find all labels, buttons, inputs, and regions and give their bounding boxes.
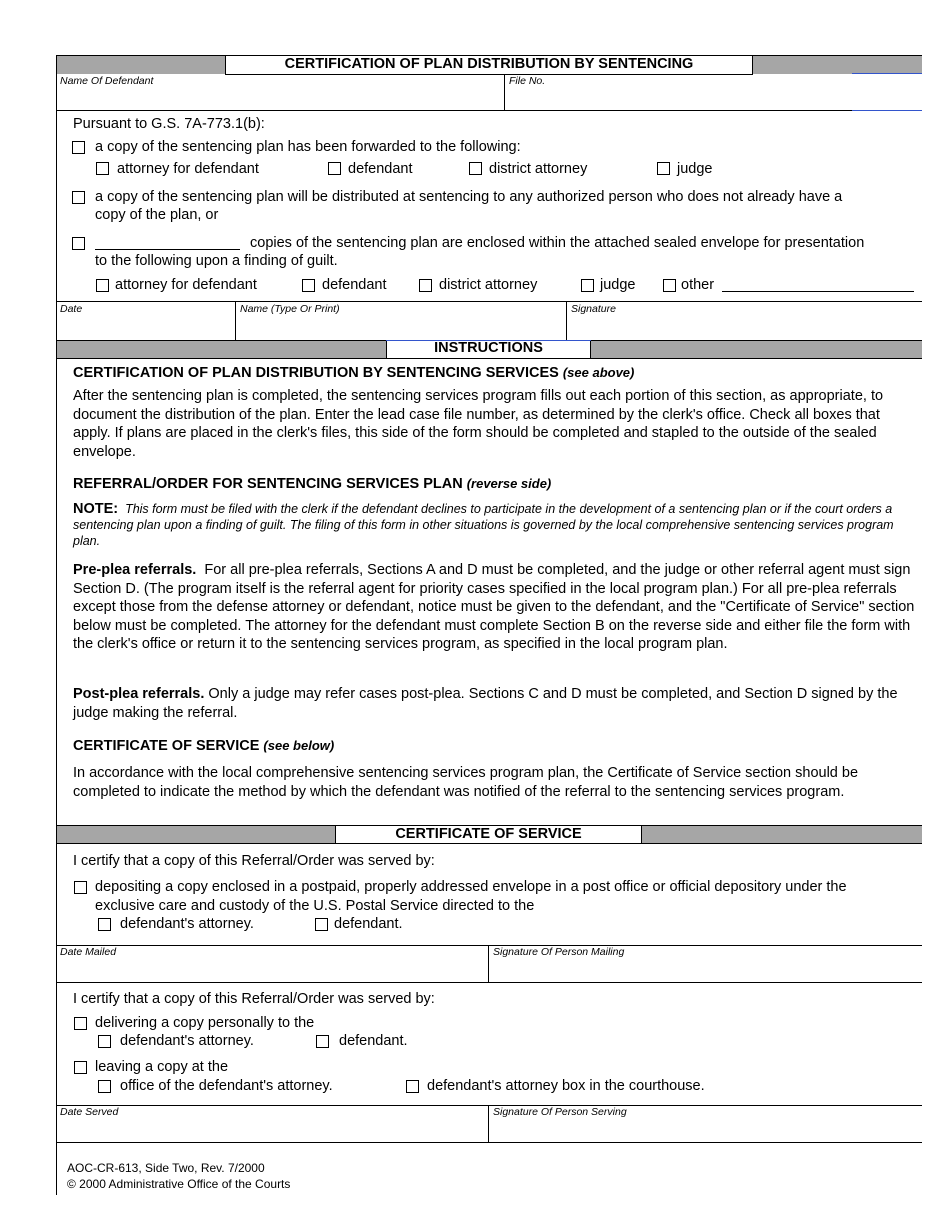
certify-text-1: I certify that a copy of this Referral/Order was served by:	[73, 853, 435, 869]
instr-preplea: Pre-plea referrals. For all pre-plea referrals, Sections A and D must be completed, and the judge or other referral agent must sign Section D. (The program itself is the referral agent for priority cases specified in the local program plan.) For all pre-plea referrals except those from the defense attorney or defendant, notice must be given to the defendant, and the "Certificate of Service" section below must be completed. The attorney for the defendant must complete Section B on the reverse side and either file the form with the clerk's office or return it to the sentencing services program, as specified in the local program plan.	[73, 562, 915, 652]
mail-defendant-label: defendant.	[334, 916, 403, 932]
enc-other-label: other	[681, 277, 715, 293]
deliver-checkbox[interactable]	[74, 1017, 87, 1030]
deliver-attorney-label: defendant's attorney.	[120, 1033, 254, 1049]
instr-cos-body: In accordance with the local comprehensive sentencing services program plan, the Certificate of Service section should be completed to indicate the method by which the defendant was notified of the referral to the sentencing services program.	[73, 765, 859, 800]
instr-cert-heading: CERTIFICATION OF PLAN DISTRIBUTION BY SENTENCING SERVICES (see above)	[73, 365, 635, 381]
other-recipient-field[interactable]	[722, 291, 914, 292]
mail-attorney-label: defendant's attorney.	[120, 916, 254, 932]
date-label: Date	[60, 303, 83, 315]
leave-text: leaving a copy at the	[95, 1059, 229, 1075]
fwd-judge-checkbox[interactable]	[657, 162, 670, 175]
deliver-attorney-checkbox[interactable]	[98, 1035, 111, 1048]
blue-rule	[852, 73, 922, 74]
fwd-da-label: district attorney	[489, 161, 588, 177]
copies-count-field[interactable]	[95, 249, 240, 250]
instr-referral-heading: REFERRAL/ORDER FOR SENTENCING SERVICES PLAN (reverse side)	[73, 476, 552, 492]
mail-defendant-checkbox[interactable]	[315, 918, 328, 931]
enc-judge-checkbox[interactable]	[581, 279, 594, 292]
enc-defendant-label: defendant	[322, 277, 387, 293]
mail-checkbox[interactable]	[74, 881, 87, 894]
instr-cert-body: After the sentencing plan is completed, the sentencing services program fills out each portion of this section, as appropriate, to document the distribution of the plan. Enter the lead case file number, as determined by the clerk's office. Check all boxes that apply. If plans are placed in the clerk's files, this side of the form should be completed and stapled to the outside of the sealed envelope.	[73, 388, 884, 460]
form-left-border	[56, 55, 57, 1195]
enc-defendant-checkbox[interactable]	[302, 279, 315, 292]
forwarded-text: a copy of the sentencing plan has been forwarded to the following:	[95, 139, 521, 155]
signature-field[interactable]	[571, 316, 916, 336]
fwd-attorney-label: attorney for defendant	[117, 161, 259, 177]
blue-rule	[386, 340, 591, 341]
file-no-field[interactable]	[508, 88, 918, 108]
deliver-text: delivering a copy personally to the	[95, 1015, 315, 1031]
leave-checkbox[interactable]	[74, 1061, 87, 1074]
divider	[488, 1105, 489, 1142]
enclosed-text-2: to the following upon a finding of guilt.	[95, 253, 338, 269]
mail-text-1: depositing a copy enclosed in a postpaid, properly addressed envelope in a post office or official depository under the	[95, 879, 847, 895]
divider	[488, 945, 489, 982]
instr-postplea: Post-plea referrals. Only a judge may refer cases post-plea. Sections C and D must be completed, and Section D signed by the judge making the referral.	[73, 686, 898, 721]
forwarded-checkbox[interactable]	[72, 141, 85, 154]
divider	[56, 301, 922, 302]
divider	[56, 1105, 922, 1106]
date-field[interactable]	[60, 316, 230, 336]
divider	[56, 1142, 922, 1143]
sig-serving-label: Signature Of Person Serving	[493, 1106, 627, 1118]
enc-da-label: district attorney	[439, 277, 538, 293]
distributed-checkbox[interactable]	[72, 191, 85, 204]
divider	[504, 75, 505, 110]
defendant-name-field[interactable]	[60, 88, 500, 108]
enclosed-checkbox[interactable]	[72, 237, 85, 250]
fwd-defendant-checkbox[interactable]	[328, 162, 341, 175]
form-title: CERTIFICATION OF PLAN DISTRIBUTION BY SENTENCING	[225, 55, 753, 75]
divider	[56, 358, 922, 359]
instr-cos-heading: CERTIFICATE OF SERVICE (see below)	[73, 738, 335, 754]
enc-judge-label: judge	[600, 277, 636, 293]
divider	[56, 982, 922, 983]
fwd-judge-label: judge	[677, 161, 713, 177]
blue-rule	[852, 110, 922, 111]
enclosed-text-1: copies of the sentencing plan are enclosed within the attached sealed envelope for presentation	[250, 235, 865, 251]
instr-note: NOTE: This form must be filed with the clerk if the defendant declines to participate in the development of a sentencing plan or if the court orders a sentencing plan upon a finding of guilt. The filing of this form in other situations is governed by the local comprehensive sentencing services program plan.	[73, 501, 894, 548]
sig-mailing-label: Signature Of Person Mailing	[493, 946, 625, 958]
mail-text-2: exclusive care and custody of the U.S. Postal Service directed to the	[95, 898, 535, 914]
deliver-defendant-checkbox[interactable]	[316, 1035, 329, 1048]
distributed-text-1: a copy of the sentencing plan will be distributed at sentencing to any authorized person who does not already have a	[95, 189, 843, 205]
signature-label: Signature	[571, 303, 616, 315]
mail-attorney-checkbox[interactable]	[98, 918, 111, 931]
pursuant-text: Pursuant to G.S. 7A-773.1(b):	[73, 116, 265, 132]
divider	[56, 110, 922, 111]
date-served-label: Date Served	[60, 1106, 119, 1118]
distributed-text-2: copy of the plan, or	[95, 207, 219, 223]
fwd-defendant-label: defendant	[348, 161, 413, 177]
leave-office-checkbox[interactable]	[98, 1080, 111, 1093]
date-served-field[interactable]	[60, 1120, 484, 1140]
sig-serving-field[interactable]	[493, 1120, 917, 1140]
leave-office-label: office of the defendant's attorney.	[120, 1078, 333, 1094]
form-id: AOC-CR-613, Side Two, Rev. 7/2000	[67, 1161, 265, 1175]
copyright: © 2000 Administrative Office of the Courts	[67, 1177, 291, 1191]
divider	[56, 945, 922, 946]
certify-text-2: I certify that a copy of this Referral/Order was served by:	[73, 991, 435, 1007]
date-mailed-label: Date Mailed	[60, 946, 117, 958]
fwd-attorney-checkbox[interactable]	[96, 162, 109, 175]
enc-other-checkbox[interactable]	[663, 279, 676, 292]
instructions-title: INSTRUCTIONS	[386, 340, 591, 359]
divider	[566, 301, 567, 340]
name-print-label: Name (Type Or Print)	[240, 303, 340, 315]
file-no-label: File No.	[509, 75, 546, 87]
date-mailed-field[interactable]	[60, 960, 484, 980]
divider	[235, 301, 236, 340]
defendant-name-label: Name Of Defendant	[60, 75, 154, 87]
name-print-field[interactable]	[240, 316, 560, 336]
enc-da-checkbox[interactable]	[419, 279, 432, 292]
service-title: CERTIFICATE OF SERVICE	[335, 825, 642, 844]
fwd-da-checkbox[interactable]	[469, 162, 482, 175]
leave-box-checkbox[interactable]	[406, 1080, 419, 1093]
leave-box-label: defendant's attorney box in the courthouse.	[427, 1078, 705, 1094]
sig-mailing-field[interactable]	[493, 960, 917, 980]
deliver-defendant-label: defendant.	[339, 1033, 408, 1049]
divider	[56, 843, 922, 844]
enc-attorney-label: attorney for defendant	[115, 277, 257, 293]
enc-attorney-checkbox[interactable]	[96, 279, 109, 292]
